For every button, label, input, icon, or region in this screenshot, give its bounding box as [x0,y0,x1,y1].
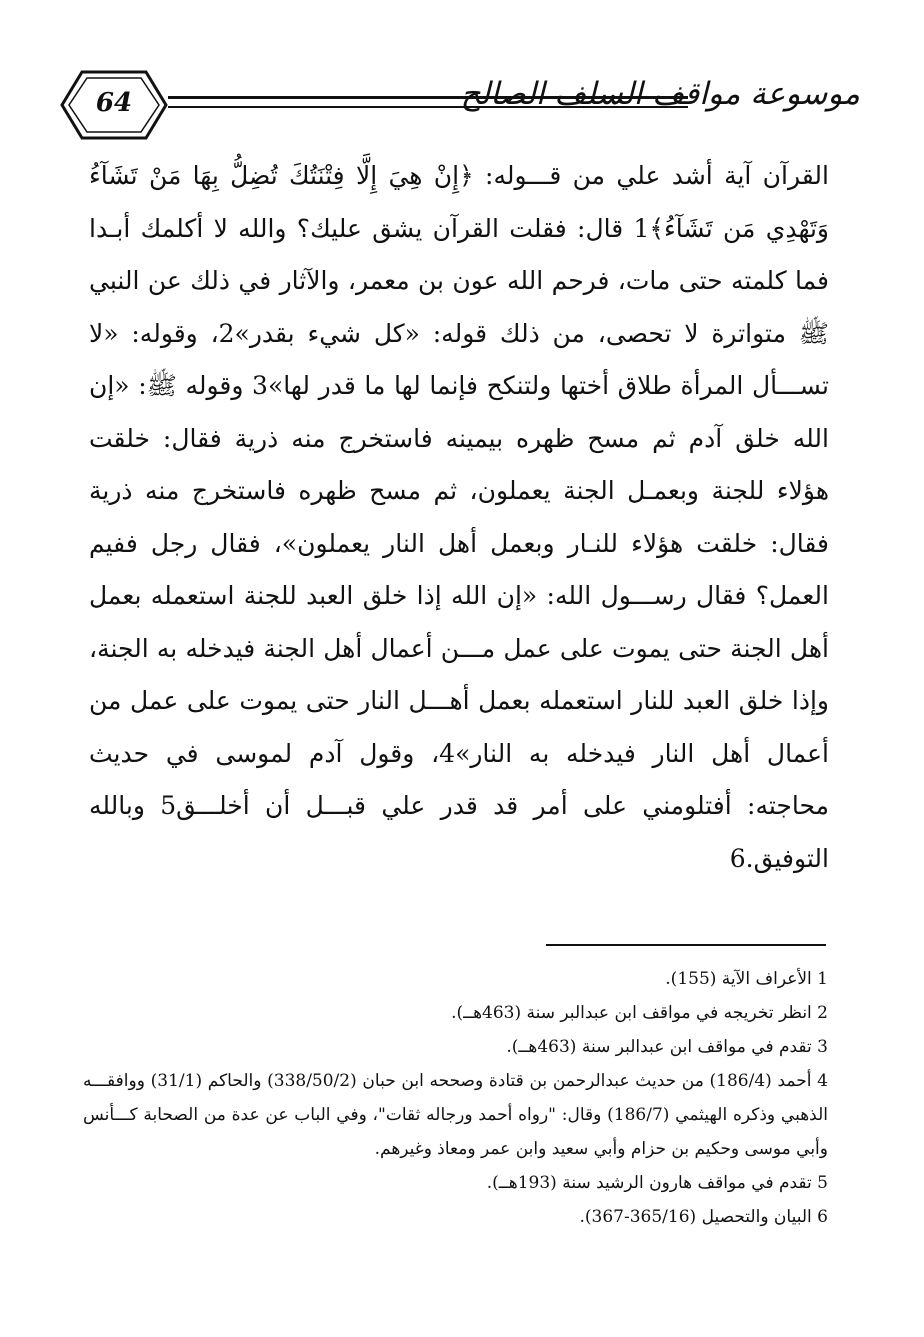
main-paragraph: القرآن آية أشد علي من قـــوله: ﴿إِنْ هِيَ إِلَّا فِتْنَتُكَ تُضِلُّ بِهَا مَنْ تَشَآءُ وَتَهْدِي مَن تَشَآءُ﴾1 قال: فقلت القرآن يشق عليك؟ والله لا أكلمك أبـدا فما كلمته حتى مات، فرحم الله عون بن معمر، والآثار في ذلك عن النبي ﷺ متواترة لا تحصى، من ذلك قوله: «كل شيء بقدر»2، وقوله: «لا تســـأل المرأة طلاق أختها ولتنكح فإنما لها ما قدر لها»3 وقوله ﷺ: «إن الله خلق آدم ثم مسح ظهره بيمينه فاستخرج منه ذرية فقال: خلقت هؤلاء للجنة وبعمـل الجنة يعملون، ثم مسح ظهره فاستخرج منه ذرية فقال: خلقت هؤلاء للنـار وبعمل أهل النار يعملون»، فقال رجل ففيم العمل؟ فقال رســـول الله: «إن الله إذا خلق العبد للجنة استعمله بعمل أهل الجنة حتى يموت على عمل مـــن أعمال أهل الجنة فيدخله به الجنة، وإذا خلق العبد للنار استعمله بعمل أهـــل النار حتى يموت على عمل من أعمال أهل النار فيدخله به النار»4، وقول آدم لموسى في حديث محاجته: أفتلومني على أمر قد قدر علي قبـــل أن أخلـــق5 وبالله التوفيق.6 [89,161,830,873]
footnote-5: 5 تقدم في مواقف هارون الرشيد سنة (193هــ). [486,1173,828,1193]
footnotes [83,962,828,1234]
footnote-separator [546,944,826,946]
page-header [60,62,860,142]
page-number: 64 [95,88,133,118]
book-title: موسوعة مواقف السلف الصالح [460,76,860,112]
footnote-4: 4 أحمد (186/4) من حديث عبدالرحمن بن قتادة وصححه ابن حبان (338/50/2) والحاكم (31/1) ووافقـــه الذهبي وذكره الهيثمي (186/7) وقال: "رواه أحمد ورجاله ثقات"، وفي الباب عن عدة من الصحابة كـــأنس وأبي موسى وحكيم بن حزام وأبي سعيد وابن عمر ومعاذ وغيرهم. [83,1071,828,1159]
footnote-2: 2 انظر تخريجه في مواقف ابن عبدالبر سنة (463هــ). [451,1003,828,1023]
main-text-block [89,150,829,885]
footnote-6: 6 البيان والتحصيل (365/16-367). [579,1207,828,1227]
footnote-1: 1 الأعراف الآية (155). [665,969,828,989]
footnote-3: 3 تقدم في مواقف ابن عبدالبر سنة (463هــ). [506,1037,828,1057]
page-number-badge [60,70,168,140]
